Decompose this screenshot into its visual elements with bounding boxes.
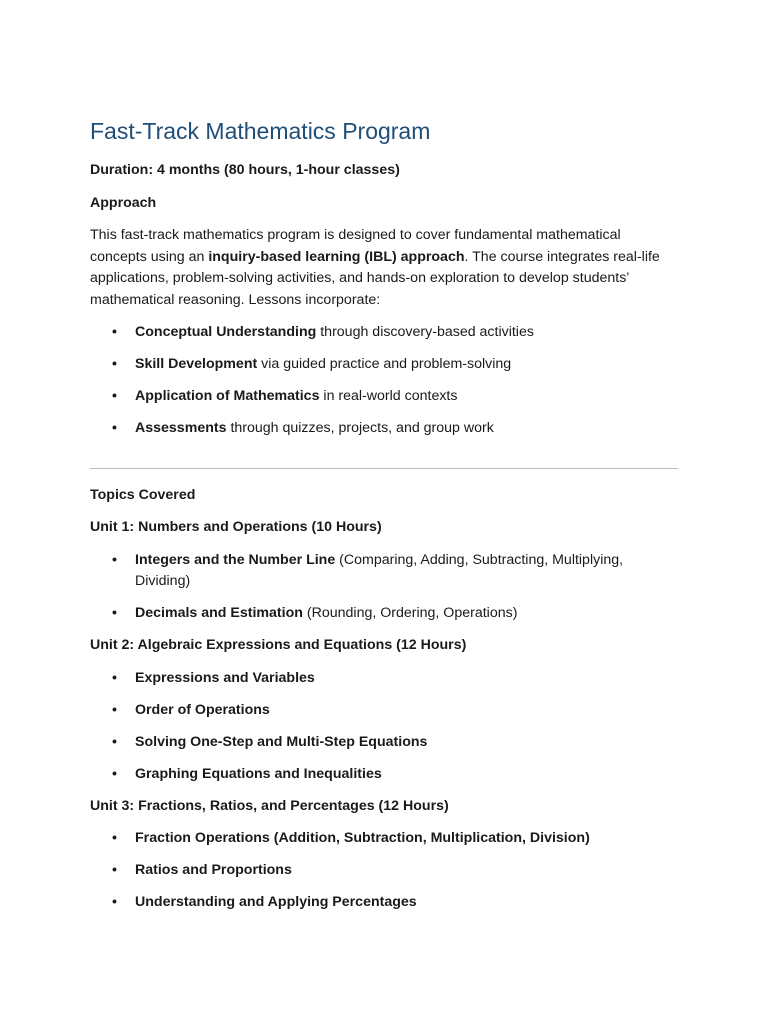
section-divider: [90, 468, 678, 469]
list-item-title: Order of Operations: [135, 701, 270, 718]
bullet-icon: •: [112, 420, 117, 436]
program-duration: Duration: 4 months (80 hours, 1-hour classes): [90, 162, 400, 178]
list-item: [90, 732, 678, 754]
approach-intro-text-end: . The course integrates real-life applications, problem-solving activities, and hands-on exploration to develop students’ mathematical reasoning. Lessons incorporate:: [90, 248, 660, 308]
list-item: [90, 603, 678, 625]
list-item-title: Solving One-Step and Multi-Step Equations: [135, 733, 428, 750]
list-item-title: Expressions and Variables: [135, 669, 315, 686]
bullet-icon: •: [112, 765, 117, 782]
list-item-title: Ratios and Proportions: [135, 862, 292, 878]
approach-heading: Approach: [90, 194, 157, 211]
list-item: [90, 892, 678, 914]
approach-intro: [90, 225, 678, 311]
bullet-icon: •: [112, 862, 117, 878]
list-item: [90, 418, 678, 440]
unit-1-list: [90, 550, 678, 625]
bullet-icon: •: [112, 701, 117, 718]
list-item-title: Assessments: [135, 420, 227, 436]
bullet-icon: •: [112, 830, 117, 846]
list-item-title: Fraction Operations (Addition, Subtraction, Multiplication, Division): [135, 830, 590, 846]
list-item-detail: via guided practice and problem-solving: [257, 356, 512, 372]
unit-1-title: Unit 1: Numbers and Operations (10 Hours): [90, 519, 382, 535]
unit-2-list: [90, 668, 678, 786]
bullet-icon: •: [112, 894, 117, 910]
list-item: [90, 860, 678, 882]
list-item: [90, 354, 678, 376]
unit-3-list: [90, 828, 678, 914]
list-item-title: Conceptual Understanding: [135, 324, 317, 340]
list-item-detail: in real-world contexts: [319, 388, 458, 404]
list-item: [90, 668, 678, 690]
list-item: [90, 764, 678, 786]
list-item-detail: (Comparing, Adding, Subtracting, Multiplying, Dividing): [135, 551, 624, 589]
list-item-title: Skill Development: [135, 356, 258, 372]
bullet-icon: •: [112, 733, 117, 750]
bullet-icon: •: [112, 551, 117, 568]
list-item-detail: through discovery-based activities: [316, 324, 534, 340]
list-item-title: Understanding and Applying Percentages: [135, 894, 417, 910]
approach-intro-text: This fast-track mathematics program is designed to cover fundamental mathematical concepts using an: [90, 227, 621, 265]
list-item-detail: through quizzes, projects, and group work: [226, 420, 494, 436]
bullet-icon: •: [112, 605, 117, 621]
list-item: [90, 700, 678, 722]
unit-2-title: Unit 2: Algebraic Expressions and Equations (12 Hours): [90, 637, 467, 653]
unit-3-title: Unit 3: Fractions, Ratios, and Percentages (12 Hours): [90, 797, 449, 814]
list-item-title: Graphing Equations and Inequalities: [135, 765, 382, 782]
bullet-icon: •: [112, 324, 117, 340]
list-item: [90, 386, 678, 408]
bullet-icon: •: [112, 356, 117, 372]
approach-intro-emphasis: inquiry-based learning (IBL) approach: [208, 248, 465, 265]
bullet-icon: •: [112, 669, 117, 686]
list-item: [90, 322, 678, 344]
list-item-title: Decimals and Estimation: [135, 605, 303, 621]
list-item-title: Integers and the Number Line: [135, 551, 336, 568]
topics-heading: Topics Covered: [90, 486, 196, 503]
list-item: [90, 828, 678, 850]
list-item: [90, 550, 678, 593]
approach-list: [90, 322, 678, 440]
list-item-detail: (Rounding, Ordering, Operations): [302, 605, 518, 621]
document-title: Fast-Track Mathematics Program: [90, 118, 431, 144]
bullet-icon: •: [112, 388, 117, 404]
list-item-title: Application of Mathematics: [135, 388, 320, 404]
